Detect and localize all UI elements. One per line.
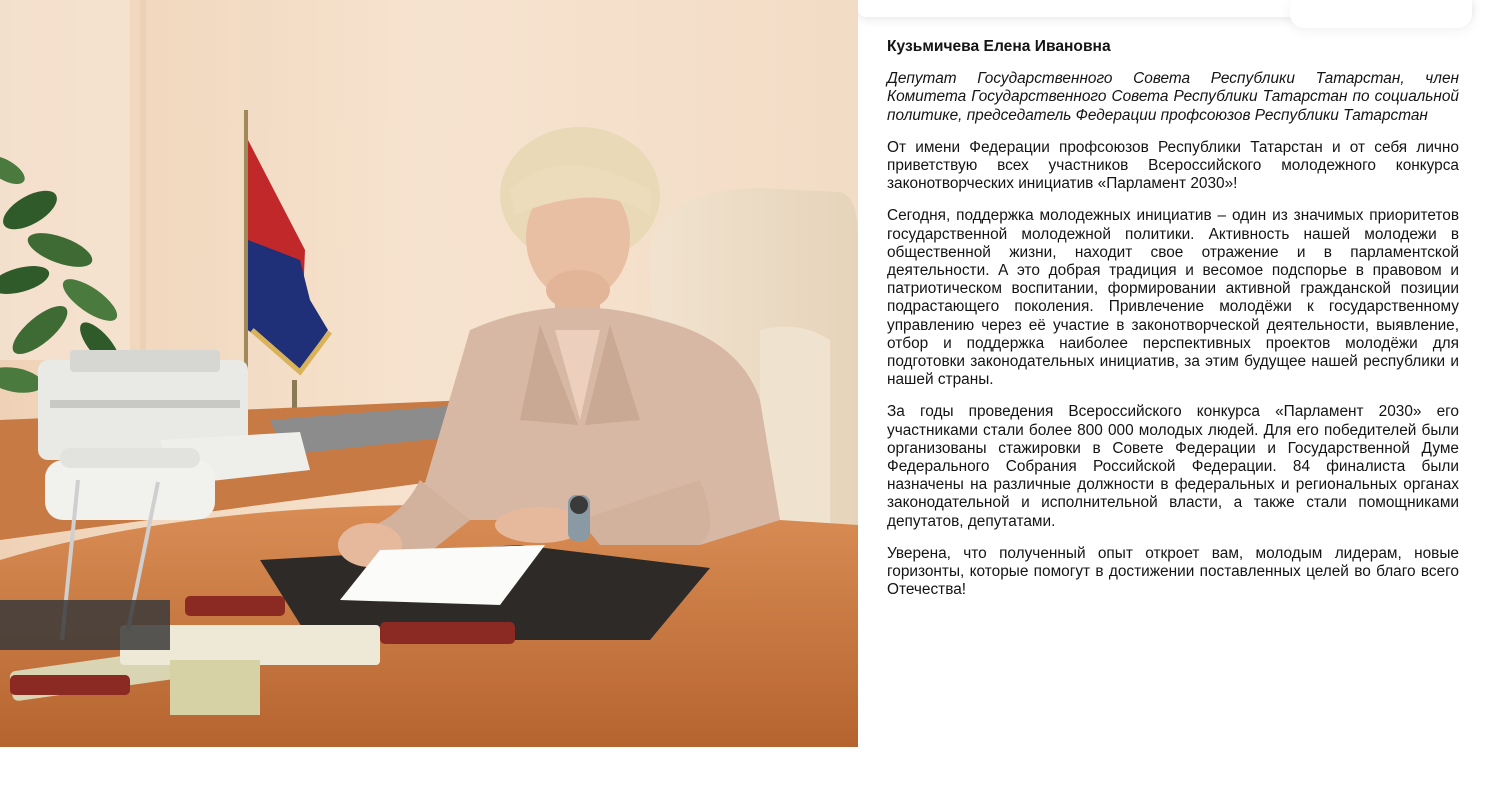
person-name: Кузьмичева Елена Ивановна (887, 38, 1111, 55)
paragraph-4: Уверена, что полученный опыт откроет вам, молодым лидерам, новые горизонты, которые помогут в достижении поставленных целей во благо всего Отечества! (887, 544, 1459, 599)
welcome-text (887, 38, 1459, 599)
person-role: Депутат Государственного Совета Республики Татарстан, член Комитета Государственного Совета Республики Татарстан по социальной политике, председатель Федерации профсоюзов Республики Татарстан (887, 70, 1459, 124)
paragraph-3: За годы проведения Всероссийского конкурса «Парламент 2030» его участниками стали более 800 000 молодых людей. Для его победителей были организованы стажировки в Совете Федерации и Государственной Думе Федерального Собрания Российской Федерации. 84 финалиста были назначены на различные должности в федеральных и региональных органах законодательной и исполнительной власти, а также стали помощниками депутатов, депутатами. (887, 403, 1459, 530)
top-card-edge-right (1290, 0, 1472, 28)
paragraph-2: Сегодня, поддержка молодежных инициатив – один из значимых приоритетов государственной молодежной политики. Активность нашей молодежи в общественной жизни, находит свое отражение и в парламентской деятельности. А это добрая традиция и весомое подспорье в правовом и патриотическом воспитании, формировании активной гражданской позиции подрастающего поколения. Привлечение молодёжи к государственному управлению через её участие в законотворческой деятельности, выявление, отбор и поддержка наиболее перспективных проектов молодёжи для подготовки законодательных инициатив, за этим будущее нашей республики и нашей страны. (887, 207, 1459, 389)
paragraph-1: От имени Федерации профсоюзов Республики Татарстан и от себя лично приветствую всех участников Всероссийского молодежного конкурса законотворческих инициатив «Парламент 2030»! (887, 138, 1459, 193)
